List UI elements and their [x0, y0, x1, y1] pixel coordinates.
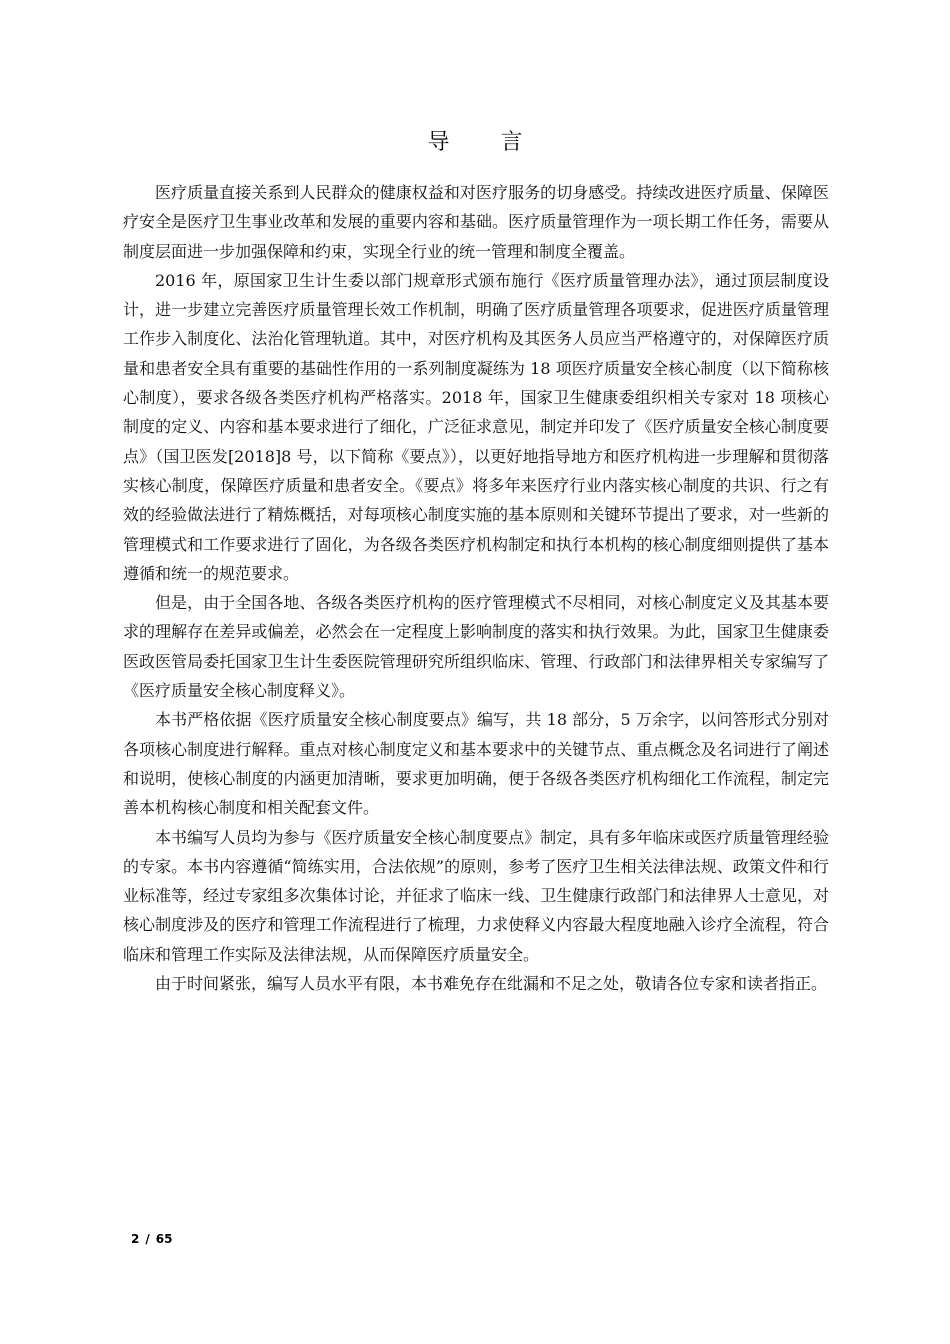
body-text — [123, 178, 829, 998]
paragraph-3: 但是，由于全国各地、各级各类医疗机构的医疗管理模式不尽相同，对核心制度定义及其基本要求的理解存在差异或偏差，必然会在一定程度上影响制度的落实和执行效果。为此，国家卫生健康委医政医管局委托国家卫生计生委医院管理研究所组织临床、管理、行政部门和法律界相关专家编写了《医疗质量安全核心制度释义》。 — [123, 593, 829, 701]
paragraph-1: 医疗质量直接关系到人民群众的健康权益和对医疗服务的切身感受。持续改进医疗质量、保障医疗安全是医疗卫生事业改革和发展的重要内容和基础。医疗质量管理作为一项长期工作任务，需要从制度层面进一步加强保障和约束，实现全行业的统一管理和制度全覆盖。 — [123, 183, 829, 261]
paragraph-4: 本书严格依据《医疗质量安全核心制度要点》编写，共 18 部分，5 万余字，以问答形式分别对各项核心制度进行解释。重点对核心制度定义和基本要求中的关键节点、重点概念及名词进行了阐述和说明，使核心制度的内涵更加清晰，要求更加明确，便于各级各类医疗机构细化工作流程，制定完善本机构核心制度和相关配套文件。 — [123, 710, 829, 818]
page-separator: / — [145, 1232, 150, 1246]
paragraph-5: 本书编写人员均为参与《医疗质量安全核心制度要点》制定，具有多年临床或医疗质量管理经验的专家。本书内容遵循“简练实用，合法依规”的原则，参考了医疗卫生相关法律法规、政策文件和行业标准等，经过专家组多次集体讨论，并征求了临床一线、卫生健康行政部门和法律界人士意见，对核心制度涉及的医疗和管理工作流程进行了梳理，力求使释义内容最大程度地融入诊疗全流程，符合临床和管理工作实际及法律法规，从而保障医疗质量安全。 — [123, 827, 829, 964]
page-current: 2 — [131, 1232, 140, 1246]
paragraph-2: 2016 年，原国家卫生计生委以部门规章形式颁布施行《医疗质量管理办法》，通过顶层制度设计，进一步建立完善医疗质量管理长效工作机制，明确了医疗质量管理各项要求，促进医疗质量管理工作步入制度化、法治化管理轨道。其中，对医疗机构及其医务人员应当严格遵守的，对保障医疗质量和患者安全具有重要的基础性作用的一系列制度凝练为 18 项医疗质量安全核心制度（以下简称核心制度），要求各级各类医疗机构严格落实。2018 年，国家卫生健康委组织相关专家对 18 项核心制度的定义、内容和基本要求进行了细化，广泛征求意见，制定并印发了《医疗质量安全核心制度要点》（国卫医发[2018]8 号，以下简称《要点》），以更好地指导地方和医疗机构进一步理解和贯彻落实核心制度，保障医疗质量和患者安全。《要点》将多年来医疗行业内落实核心制度的共识、行之有效的经验做法进行了精炼概括，对每项核心制度实施的基本原则和关键环节提出了要求，对一些新的管理模式和工作要求进行了固化，为各级各类医疗机构制定和执行本机构的核心制度细则提供了基本遵循和统一的规范要求。 — [123, 270, 829, 583]
paragraph-6: 由于时间紧张，编写人员水平有限，本书难免存在纰漏和不足之处，敬请各位专家和读者指正。 — [155, 974, 828, 994]
page-number — [131, 1232, 172, 1246]
page-title: 导 言 — [427, 130, 545, 155]
page-total: 65 — [155, 1232, 173, 1246]
